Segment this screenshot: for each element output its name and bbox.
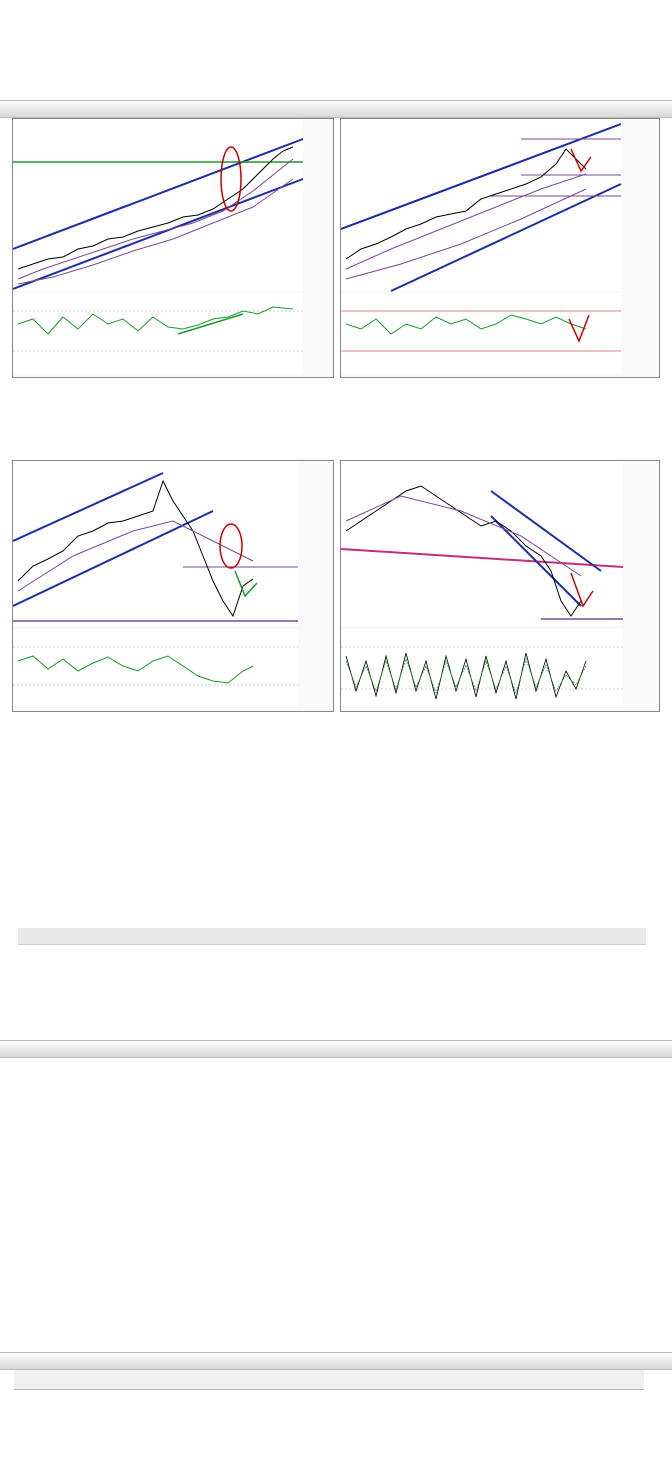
usdchf-chart	[340, 460, 660, 712]
eurusd-chart	[12, 118, 334, 378]
sr-header-currency	[14, 1370, 140, 1390]
section-market-review	[0, 798, 672, 814]
usdchf-caption	[338, 716, 660, 796]
price-table	[18, 928, 646, 945]
price-header-low	[520, 928, 646, 945]
usdjpy-chart	[12, 460, 334, 712]
eurusd-chart-svg	[13, 119, 333, 377]
section-prices	[0, 910, 672, 926]
usdjpy-chart-svg	[13, 461, 333, 711]
price-header-bid	[144, 928, 270, 945]
price-header-ask	[269, 928, 395, 945]
sr-header-r1	[392, 1370, 518, 1390]
section-sr	[0, 1352, 672, 1370]
eurusd-caption	[14, 376, 332, 456]
usdjpy-caption	[14, 716, 332, 796]
sr-header-s2	[266, 1370, 392, 1390]
page-title	[0, 0, 672, 10]
section-chart-analysis	[0, 100, 672, 118]
price-header-high	[395, 928, 521, 945]
usdchf-chart-svg	[341, 461, 659, 711]
section-outlook	[0, 1040, 672, 1058]
market-review-text	[14, 815, 660, 907]
sr-table	[14, 1370, 644, 1390]
page-header	[0, 0, 672, 70]
gbpusd-chart	[340, 118, 660, 378]
sr-header-s1	[140, 1370, 266, 1390]
gbpusd-chart-svg	[341, 119, 659, 377]
price-header-symbol	[18, 928, 144, 945]
sr-header-r2	[518, 1370, 644, 1390]
gbpusd-caption	[338, 376, 660, 456]
